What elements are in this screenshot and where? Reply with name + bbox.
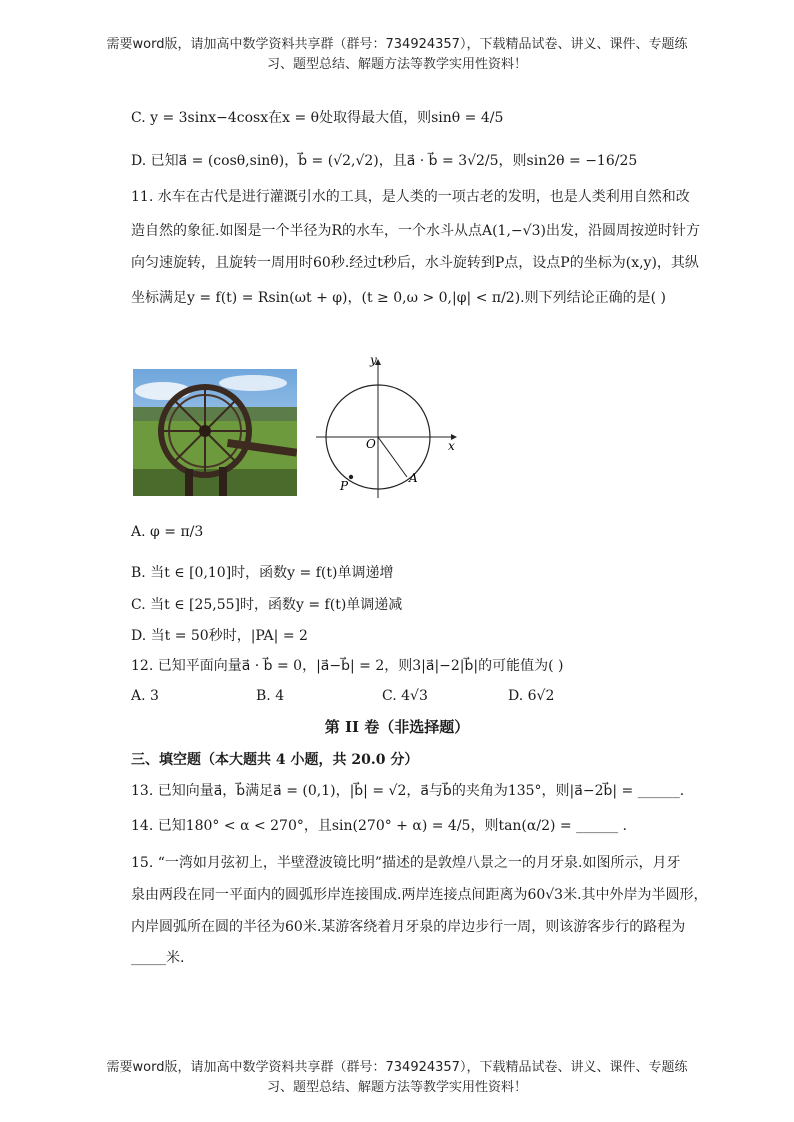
page-footer [90,1058,704,1098]
part-2-title: 第 II 卷（非选择题） [324,718,470,736]
circle-coordinate-diagram [314,350,464,500]
x-axis-label: x [448,439,455,453]
q11-option-c: C. 当t ∈ [25,55]时，函数y = f(t)单调递减 [131,597,403,613]
q10-option-d: D. 已知a⃗ = (cosθ,sinθ)，b⃗ = (√2,√2)，且a⃗ · b⃗ = 3√2/5，则sin2θ = −16/25 [131,153,638,169]
q12-option-c: C. 4√3 [382,688,428,704]
q15-line-1: 15. “一湾如月弦初上，半壁澄波镜比明”描述的是敦煌八景之一的月牙泉.如图所示，月牙 [131,855,681,871]
footer-line-1: 需要word版，请加高中数学资料共享群（群号：734924357），下载精品试卷、讲义、课件、专题练 [106,1060,688,1075]
q15-line-3: 内岸圆弧所在圆的半径为60米.某游客绕着月牙泉的岸边步行一周，则该游客步行的路程为 [131,919,686,935]
q12-option-b: B. 4 [256,688,285,704]
q11-option-b: B. 当t ∈ [0,10]时，函数y = f(t)单调递增 [131,565,394,581]
section-3-title: 三、填空题（本大题共 4 小题，共 20.0 分） [131,752,419,768]
page-header [90,35,704,75]
point-p-label: P [340,479,349,493]
header-line-2: 习、题型总结、解题方法等教学实用性资料！ [266,57,527,72]
y-axis-label: y [370,353,377,367]
q11-stem-line-2: 造自然的象征.如图是一个半径为R的水车，一个水斗从点A(1,−√3)出发，沿圆周按逆时针方 [131,223,700,239]
footer-line-2: 习、题型总结、解题方法等教学实用性资料！ [266,1080,527,1095]
q11-option-a: A. φ = π/3 [131,524,204,540]
point-p-dot [349,475,353,479]
q11-option-d: D. 当t = 50秒时，|PA| = 2 [131,628,308,644]
q15-line-4: _____米. [131,950,185,966]
origin-label: O [366,437,376,451]
q11-stem-line-3: 向匀速旋转，且旋转一周用时60秒.经过t秒后，水斗旋转到P点，设点P的坐标为(x,y)，其纵 [131,255,699,271]
q10-option-c: C. y = 3sinx−4cosx在x = θ处取得最大值，则sinθ = 4/5 [131,110,504,126]
q11-stem-line-4: 坐标满足y = f(t) = Rsin(ωt + φ)，(t ≥ 0,ω > 0,|φ| < π/2).则下列结论正确的是( ) [131,290,666,306]
q13-text: 13. 已知向量a⃗，b⃗满足a⃗ = (0,1)，|b⃗| = √2，a⃗与b⃗的夹角为135°，则|a⃗−2b⃗| = ______. [131,783,685,799]
water-wheel-photo [133,369,297,496]
q12-option-d: D. 6√2 [508,688,555,704]
q12-stem: 12. 已知平面向量a⃗ · b⃗ = 0，|a⃗−b⃗| = 2，则3|a⃗|−2|b⃗|的可能值为( ) [131,658,564,674]
q15-line-2: 泉由两段在同一平面内的圆弧形岸连接围成.两岸连接点间距离为60√3米.其中外岸为半圆形， [131,887,708,903]
point-a-label: A [409,471,418,485]
q14-text: 14. 已知180° < α < 270°，且sin(270° + α) = 4/5，则tan(α/2) = ______ . [131,818,627,834]
q12-option-a: A. 3 [131,688,159,704]
header-line-1: 需要word版，请加高中数学资料共享群（群号：734924357），下载精品试卷、讲义、课件、专题练 [106,37,688,52]
q11-stem-line-1: 11. 水车在古代是进行灌溉引水的工具，是人类的一项古老的发明，也是人类利用自然和改 [131,189,690,205]
radius-oa [378,437,407,477]
